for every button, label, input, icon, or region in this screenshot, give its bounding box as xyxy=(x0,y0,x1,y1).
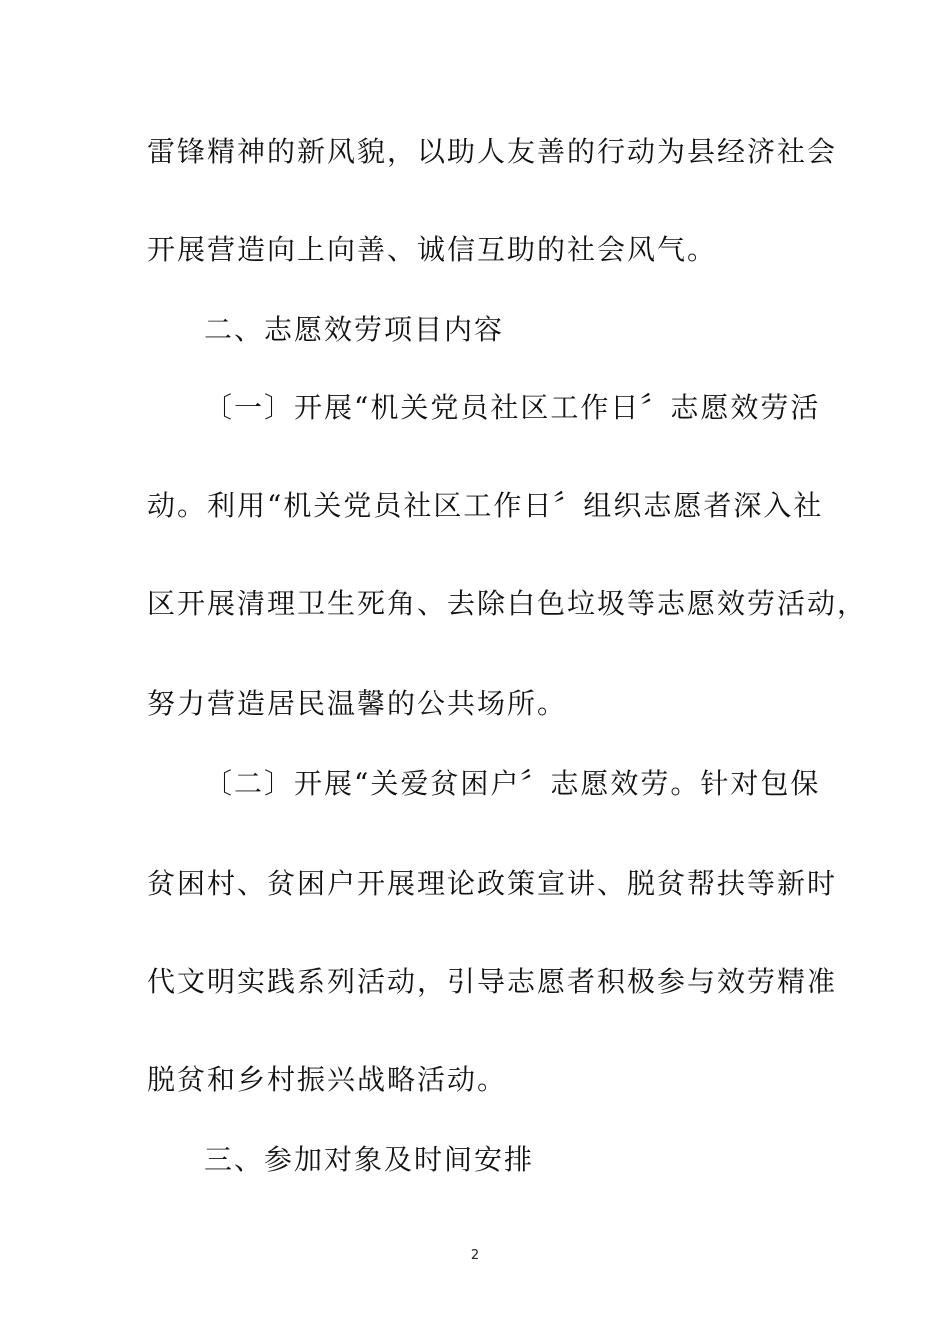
paragraph-line: 〔二〕开展“关爱贫困户〞志愿效劳。针对包保 xyxy=(204,767,821,800)
paragraph-line: 脱贫和乡村振兴战略活动。 xyxy=(147,1063,508,1096)
page-number: 2 xyxy=(470,1248,480,1263)
paragraph-line: 努力营造居民温馨的公共场所。 xyxy=(147,687,568,720)
paragraph-line: 动。利用“机关党员社区工作日〞组织志愿者深入社 xyxy=(147,489,824,522)
paragraph-line: 雷锋精神的新风貌，以助人友善的行动为县经济社会 xyxy=(147,135,838,168)
paragraph-line: 开展营造向上向善、诚信互助的社会风气。 xyxy=(147,233,718,266)
section-heading: 二、志愿效劳项目内容 xyxy=(204,313,505,346)
paragraph-line: 贫困村、贫困户开展理论政策宣讲、脱贫帮扶等新时 xyxy=(147,867,838,900)
paragraph-line: 区开展清理卫生死角、去除白色垃圾等志愿效劳活动， xyxy=(147,587,868,620)
paragraph-line: 〔一〕开展“机关党员社区工作日〞志愿效劳活 xyxy=(204,391,821,424)
section-heading: 三、参加对象及时间安排 xyxy=(204,1143,535,1176)
paragraph-line: 代文明实践系列活动，引导志愿者积极参与效劳精准 xyxy=(147,965,838,998)
